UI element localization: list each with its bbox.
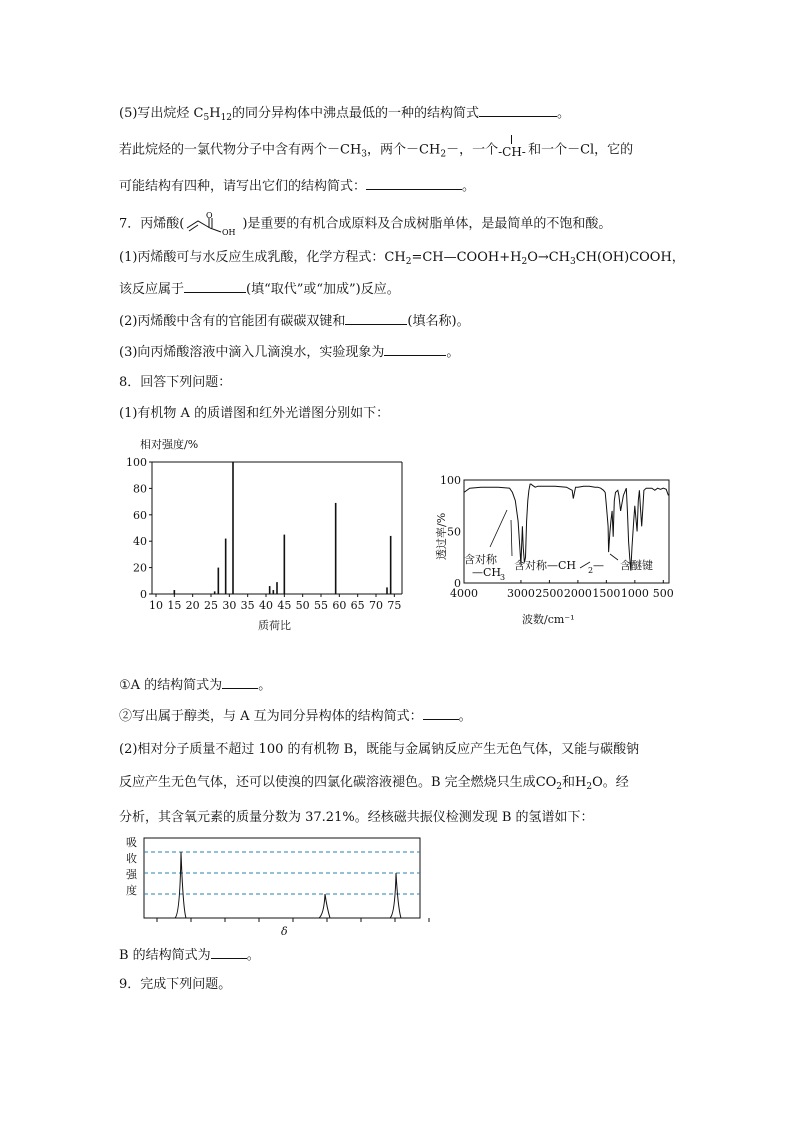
ms-peak-bar — [269, 586, 271, 594]
ir-annotation-ch2: 含对称—CH — [514, 559, 577, 572]
answer-blank[interactable] — [384, 343, 446, 356]
ir-xtick-label: 2500 — [535, 587, 564, 600]
ms-peak-bar — [335, 503, 337, 594]
q8-sub2: ②写出属于醇类，与 A 互为同分异构体的结构简式： 。 — [119, 709, 472, 724]
ms-ytick-label: 0 — [140, 588, 147, 601]
ir-xtick-label: 1000 — [620, 587, 649, 600]
ms-ytick-label: 20 — [133, 561, 147, 575]
ms-ytick-label: 60 — [133, 508, 147, 522]
ms-peak-bar — [214, 591, 216, 594]
acrylic-acid-skeletal-formula — [184, 212, 242, 236]
hydroxyl-label: OH — [222, 228, 236, 236]
ms-xtick-label: 20 — [185, 599, 200, 612]
ms-ylabel: 相对强度/% — [140, 438, 199, 451]
ir-ytick-label: 50 — [447, 525, 461, 539]
nmr-peak — [390, 873, 401, 918]
ms-xtick-label: 35 — [240, 599, 255, 612]
nmr-ylabel-char: 度 — [126, 884, 137, 897]
q7-part1: (1)丙烯酸可与水反应生成乳酸，化学方程式：$CH_2=CH—COOH+H_2O\to CH_3CH(OH)COOH$， — [119, 250, 685, 267]
ms-peak-bar — [390, 536, 392, 594]
ms-ytick-label: 100 — [126, 456, 147, 469]
ms-xtick-label: 30 — [222, 599, 237, 612]
q7-part2: (2)丙烯酸中含有的官能团有碳碳双键和 (填名称)。 — [119, 314, 470, 329]
acrylic-acid-structure — [184, 212, 242, 236]
ms-peak-bar — [232, 462, 234, 594]
answer-blank[interactable] — [423, 707, 459, 720]
q8-heading: 8．回答下列问题： — [119, 375, 232, 390]
ms-xtick-label: 60 — [332, 599, 347, 612]
ir-xlabel: 波数/cm⁻¹ — [522, 613, 575, 626]
ir-xtick-label: 4000 — [450, 587, 478, 600]
ir-ytick-label: 0 — [454, 577, 461, 590]
ms-xtick-label: 55 — [314, 599, 328, 612]
ms-peak-bar — [276, 582, 278, 594]
ms-xtick-label: 70 — [369, 599, 383, 612]
ms-xtick-label: 65 — [350, 599, 365, 612]
ms-peak-bar — [174, 590, 176, 594]
ms-peak-bar — [386, 587, 388, 594]
answer-blank[interactable] — [479, 104, 557, 117]
ms-peak-bar — [218, 568, 220, 594]
ms-xtick-label: 15 — [167, 599, 182, 612]
ir-annotation-symmetric: 含对称 — [464, 553, 497, 566]
ir-ytick-label: 100 — [440, 474, 461, 487]
q6-5-line2: 若此烷烃的一氯代物分子中含有两个$-CH_3$，两个$-CH_2-$，一个 -CH- 和一个－Cl，它的 — [119, 141, 633, 160]
ir-xtick-label: 500 — [652, 587, 674, 600]
ms-peak-bar — [284, 535, 286, 594]
ir-xtick-label: 2000 — [563, 587, 592, 600]
q7-part3: (3)向丙烯酸溶液中滴入几滴溴水，实验现象为 。 — [119, 345, 460, 360]
q8-part1-intro: (1)有机物 A 的质谱图和红外光谱图分别如下： — [119, 406, 390, 421]
answer-blank[interactable] — [211, 946, 247, 959]
q8-part2-l2: 反应产生无色气体，还可以使溴的四氯化碳溶液褪色。B 完全燃烧只生成$CO_2$和$H_2O$。经 — [119, 775, 629, 792]
q8-part2-l3: 分析，其含氧元素的质量分数为 37.21%。经核磁共振仪检测发现 B 的氢谱如下： — [119, 810, 594, 825]
q7-heading: 7．丙烯酸( O OH )是重要的有机合成原料及合成树脂单体，是最简单的不饱和酸。 — [119, 212, 612, 236]
q8-part2-l1: (2)相对分子质量不超过 100 的有机物 B，既能与金属钠反应产生无色气体，又能与碳酸钠 — [119, 742, 640, 757]
ch-structure-fragment: -CH- — [498, 141, 528, 159]
ir-ylabel: 透过率/% — [435, 512, 448, 560]
nmr-xlabel: δ — [281, 925, 288, 938]
ir-annotation-ch3-sub: 3 — [500, 573, 506, 582]
ms-peak-bar — [225, 539, 227, 594]
ir-annotation-ether: 含醚键 — [620, 559, 653, 572]
nmr-peak — [319, 894, 330, 918]
q8-b-structure: B 的结构简式为 。 — [119, 948, 260, 963]
answer-blank[interactable] — [366, 177, 462, 190]
ir-annotation-ch3: —CH — [472, 566, 502, 579]
mass-spectrum-chart — [118, 432, 408, 632]
ir-annotation-ch2-sub: 2 — [588, 566, 594, 575]
oxygen-label: O — [206, 212, 213, 220]
ms-xtick-label: 50 — [295, 599, 310, 612]
q7-part1-cont: 该反应属于 (填“取代”或“加成”)反应。 — [119, 282, 400, 297]
nmr-ylabel-char: 收 — [126, 852, 137, 865]
ir-annotation-ch2-dash: — — [593, 559, 604, 572]
nmr-ylabel-char: 吸 — [126, 836, 137, 849]
ms-ytick-label: 40 — [133, 535, 147, 549]
ir-xtick-label: 3000 — [506, 587, 535, 600]
ms-peak-bar — [273, 590, 275, 594]
answer-blank[interactable] — [345, 312, 407, 325]
ms-xtick-label: 45 — [277, 599, 292, 612]
answer-blank[interactable] — [222, 676, 258, 689]
q6-5-line3: 可能结构有四种，请写出它们的结构简式： 。 — [119, 179, 476, 194]
ms-xtick-label: 10 — [149, 599, 163, 612]
ir-spectrum-chart — [430, 468, 680, 628]
ms-xlabel: 质荷比 — [258, 619, 291, 632]
q8-sub1: ①A 的结构简式为 。 — [119, 678, 272, 693]
answer-blank[interactable] — [184, 280, 246, 293]
ir-xtick-label: 1500 — [592, 587, 621, 600]
ms-xtick-label: 40 — [259, 599, 273, 612]
ms-xtick-label: 25 — [204, 599, 218, 612]
q9-heading: 9．完成下列问题。 — [119, 977, 232, 992]
ms-xtick-label: 75 — [387, 599, 402, 612]
nmr-peak — [175, 852, 186, 918]
q6-5-line1: (5)写出烷烃 $C_5H_{12}$的同分异构体中沸点最低的一种的结构简式 。 — [119, 106, 571, 123]
nmr-ylabel-char: 强 — [126, 868, 137, 881]
ms-ytick-label: 80 — [133, 482, 147, 496]
nmr-spectrum-chart — [120, 832, 430, 938]
